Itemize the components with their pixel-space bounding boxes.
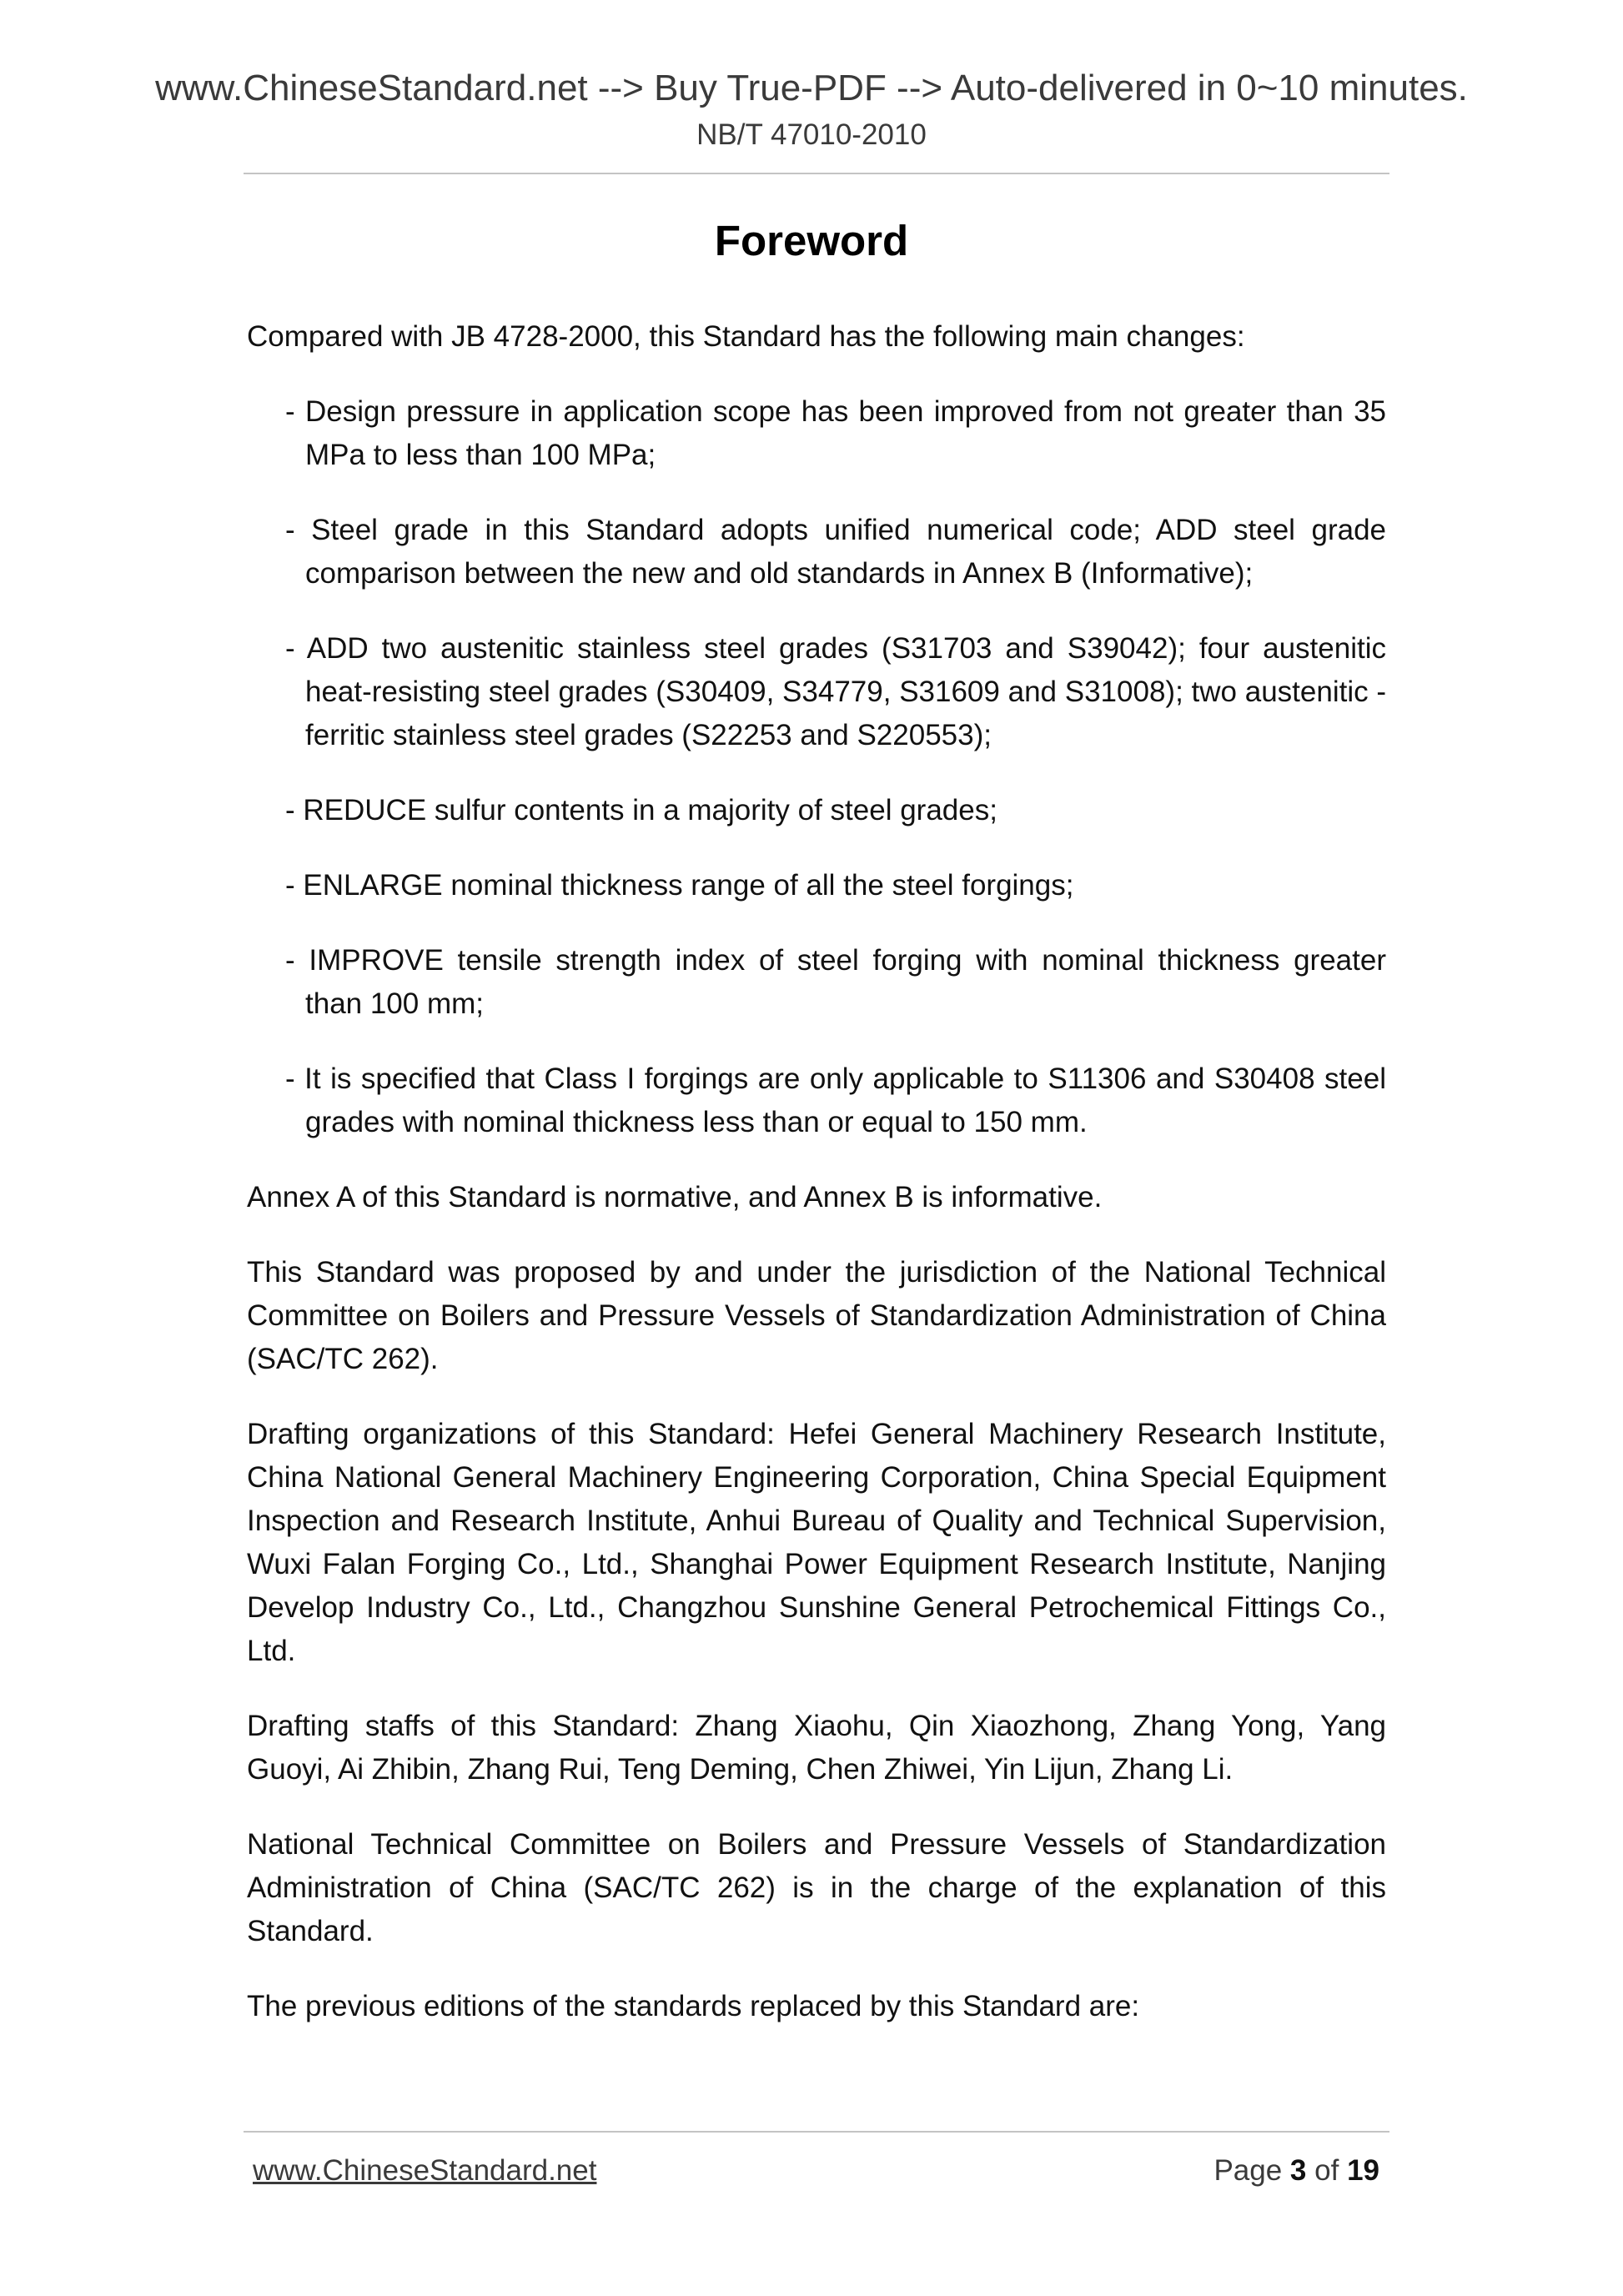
drafting-staffs-paragraph: Drafting staffs of this Standard: Zhang Xiaohu, Qin Xiaozhong, Zhang Yong, Yang Guoyi, Ai Zhibin, Zhang Rui, Teng Deming, Chen Zhiwei, Yin Lijun, Zhang Li.	[247, 1710, 1386, 1786]
annex-paragraph: Annex A of this Standard is normative, and Annex B is informative.	[247, 1181, 1103, 1213]
change-item: - ADD two austenitic stainless steel grades (S31703 and S39042); four austenitic heat-resisting steel grades (S30409, S34779, S31609 and S31008); two austenitic - ferritic stainless steel grades (S22253 and S220553);	[285, 632, 1386, 751]
change-item: - It is specified that Class I forgings are only applicable to S11306 and S30408 steel grades with nominal thickness less than or equal to 150 mm.	[285, 1063, 1386, 1138]
change-item: - Design pressure in application scope has been improved from not greater than 35 MPa to less than 100 MPa;	[285, 395, 1386, 471]
header-banner: www.ChineseStandard.net --> Buy True-PDF --> Auto-delivered in 0~10 minutes.	[155, 68, 1468, 108]
change-item: - REDUCE sulfur contents in a majority of steel grades;	[285, 794, 997, 826]
change-item: - IMPROVE tensile strength index of steel forging with nominal thickness greater than 100 mm;	[285, 944, 1386, 1020]
intro-paragraph: Compared with JB 4728-2000, this Standard has the following main changes:	[247, 320, 1245, 353]
drafting-organizations-paragraph: Drafting organizations of this Standard: Hefei General Machinery Research Institute, China National General Machinery Engineering Corporation, China Special Equipment Inspection and Research Institute, Anhui Bureau of Quality and Technical Supervision, Wuxi Falan Forging Co., Ltd., Shanghai Power Equipment Research Institute, Nanjing Develop Industry Co., Ltd., Changzhou Sunshine General Petrochemical Fittings Co., Ltd.	[247, 1418, 1386, 1667]
previous-editions-paragraph: The previous editions of the standards replaced by this Standard are:	[247, 1990, 1140, 2022]
proposal-paragraph: This Standard was proposed by and under the jurisdiction of the National Technical Committee on Boilers and Pressure Vessels of Standardization Administration of China (SAC/TC 262).	[247, 1256, 1386, 1375]
page-total: 19	[1347, 2154, 1379, 2187]
page-of: of	[1314, 2154, 1339, 2187]
header-divider	[244, 173, 1389, 174]
footer-divider	[244, 2131, 1389, 2133]
page-title: Foreword	[714, 217, 909, 264]
document-id: NB/T 47010-2010	[696, 118, 927, 151]
change-item: - Steel grade in this Standard adopts unified numerical code; ADD steel grade comparison between the new and old standards in Annex B (Informative);	[285, 514, 1386, 590]
explanation-paragraph: National Technical Committee on Boilers and Pressure Vessels of Standardization Administration of China (SAC/TC 262) is in the charge of the explanation of this Standard.	[247, 1828, 1386, 1947]
page-current: 3	[1289, 2154, 1307, 2187]
page-number	[1213, 2153, 1379, 2189]
page-prefix: Page	[1213, 2154, 1283, 2187]
foreword-body	[247, 315, 1386, 2060]
change-item: - ENLARGE nominal thickness range of all the steel forgings;	[285, 869, 1074, 902]
footer-website-link[interactable]: www.ChineseStandard.net	[253, 2154, 597, 2187]
